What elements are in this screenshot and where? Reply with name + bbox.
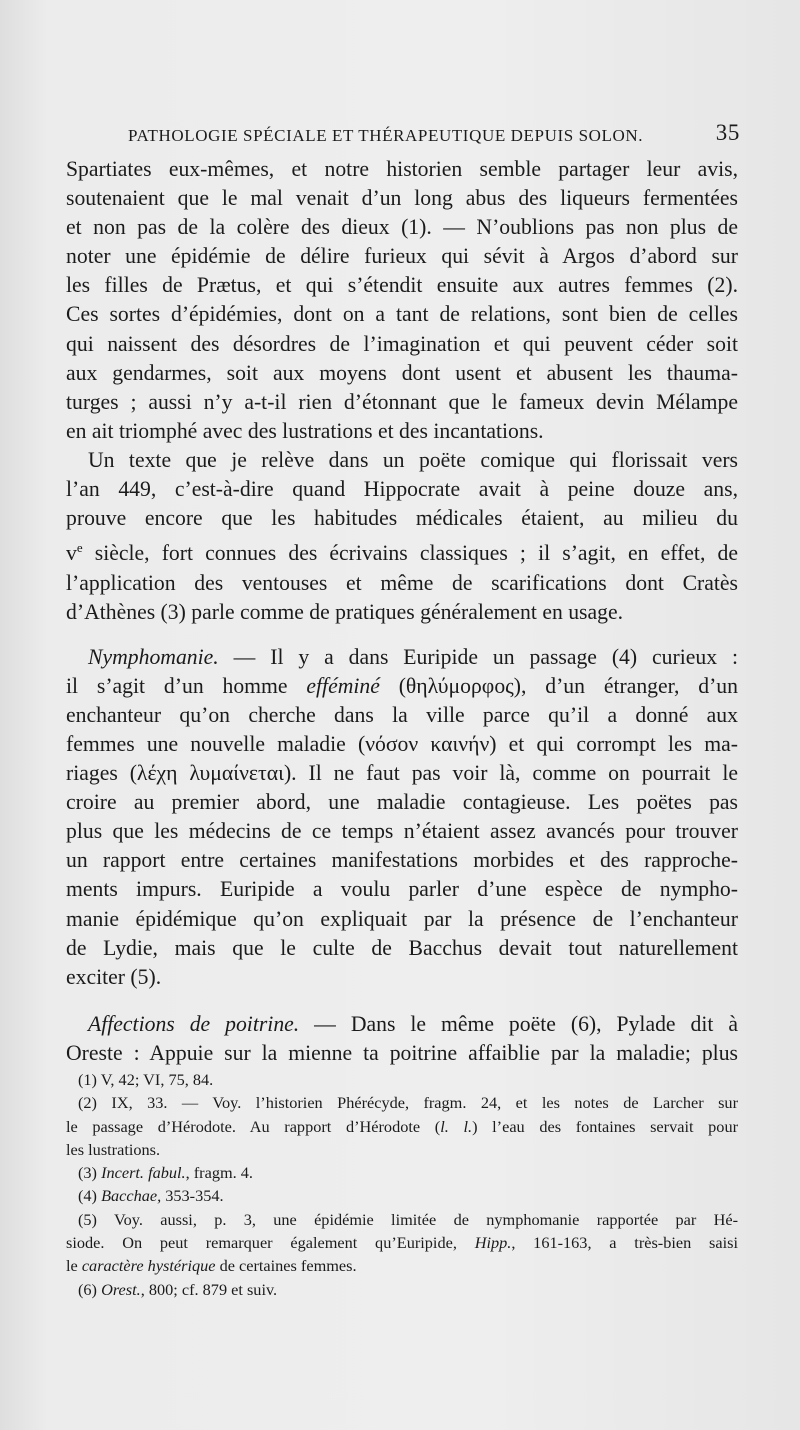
italic-term: l. l. [440,1116,473,1136]
text-fragment: , fragm. 4. [185,1163,253,1183]
text-fragment: de certaines femmes. [215,1256,357,1276]
text-line: Oreste : Appuie sur la mienne ta poitrine affaiblie par la maladie; plus [66,1040,738,1065]
text-fragment: (θηλύμορφος), d’un étranger, d’un [379,673,738,698]
text-fragment: — Il y a dans Euripide un passage (4) curieux : [218,644,738,669]
text-line: qui naissent des désordres de l’imagination et qui peuvent céder soit [66,331,738,356]
text-line: aux gendarmes, soit aux moyens dont usent et abusent les thauma- [66,360,738,385]
running-title: PATHOLOGIE SPÉCIALE ET THÉRAPEUTIQUE DEPUIS SOLON. [128,126,644,145]
italic-term: caractère hystérique [81,1256,216,1276]
text-line: et non pas de la colère des dieux (1). — N’oublions pas non plus de [66,215,738,240]
text-line: noter une épidémie de délire furieux qui sévit à Argos d’abord sur [66,244,738,269]
text-line: ments impurs. Euripide a voulu parler d’une espèce de nympho- [66,877,738,902]
italic-term: Incert. fabul. [101,1163,186,1183]
footnote-2: (2) IX, 33. — Voy. l’historien Phérécyde, fragm. 24, et les notes de Larcher sur [78,1093,738,1113]
text-fragment: 353-354. [161,1186,224,1206]
text-line: Spartiates eux-mêmes, et notre historien semble partager leur avis, [66,157,738,181]
text-fragment: siode. On peut remarquer également qu’Euripide, [66,1233,475,1253]
footnote-5-cont [66,1231,738,1254]
section-heading-affections: Affections de poitrine. [88,1011,300,1036]
text-fragment: , 800; cf. 879 et suiv. [140,1279,278,1299]
footnotes [66,1068,738,1301]
text-line: Un texte que je relève dans un poëte comique qui florissait vers [88,447,738,472]
text-fragment: (3) [78,1163,102,1183]
text-line: les filles de Prætus, et qui s’étendit ensuite aux autres femmes (2). [66,273,738,298]
footnote-1: (1) V, 42; VI, 75, 84. [78,1070,214,1089]
century-numeral: v [66,541,77,566]
italic-term: Hipp. [474,1233,512,1253]
footnote-5: (5) Voy. aussi, p. 3, une épidémie limitée de nymphomanie rapportée par Hé- [78,1209,738,1229]
section-gap [66,992,738,1010]
section-heading-nymphomanie: Nymphomanie. [88,644,219,669]
italic-term: efféminé [306,673,380,698]
century-superscript: e [76,540,83,556]
text-fragment: (6) [78,1279,102,1299]
text-line: femmes une nouvelle maladie (νόσον καινήν) et qui corrompt les ma- [66,732,738,757]
text-fragment: le passage d’Hérodote. Au rapport d’Hérodote ( [66,1116,441,1136]
text-line: un rapport entre certaines manifestations morbides et des rapproche- [66,848,738,873]
text-line: manie épidémique qu’on expliquait par la présence de l’enchanteur [66,906,738,931]
italic-term: Bacchae, [101,1186,162,1206]
text-fragment: ) l’eau des fontaines servait pour [472,1116,739,1136]
section-gap [66,627,738,643]
section-heading-line [66,643,738,672]
text-fragment: il s’agit d’un homme [66,673,307,698]
text-fragment: le [66,1256,82,1276]
section-heading-line [66,1010,738,1039]
footnote-6 [66,1278,738,1301]
page-number: 35 [715,120,740,145]
text-line: plus que les médecins de ce temps n’étaient assez avancés pour trouver [66,819,738,844]
text-line: turges ; aussi n’y a-t-il rien d’étonnant que le fameux devin Mélampe [66,389,738,414]
text-line: exciter (5). [66,964,162,989]
text-line: enchanteur qu’on cherche dans la ville parce qu’il a donné aux [66,702,738,727]
text-line: riages (λέχη λυμαίνεται). Il ne faut pas voir là, comme on pourrait le [66,761,738,786]
text-line: Ces sortes d’épidémies, dont on a tant de relations, sont bien de celles [66,302,738,327]
text-line: l’an 449, c’est-à-dire quand Hippocrate avait à peine douze ans, [66,477,738,502]
main-text [66,155,738,1068]
footnote-4 [66,1184,738,1207]
text-line [66,533,738,568]
text-line [66,672,738,701]
footnote-2-cont [66,1115,738,1138]
text-line: de Lydie, mais que le culte de Bacchus devait tout naturellement [66,935,738,960]
text-fragment: siècle, fort connues des écrivains classiques ; il s’agit, en effet, de [82,541,738,566]
text-line: l’application des ventouses et même de scarifications dont Cratès [66,570,738,595]
text-line: soutenaient que le mal venait d’un long abus des liqueurs fermentées [66,186,738,211]
text-line: croire au premier abord, une maladie contagieuse. Les poëtes pas [66,790,738,815]
text-fragment: , 161-163, a très-bien saisi [511,1233,738,1253]
text-line: d’Athènes (3) parle comme de pratiques généralement en usage. [66,599,624,624]
footnote-3 [66,1161,738,1184]
footnote-2-cont: les lustrations. [66,1139,161,1159]
italic-term: Orest. [101,1279,141,1299]
text-fragment: — Dans le même poëte (6), Pylade dit à [299,1011,738,1036]
text-fragment: (4) [78,1186,102,1206]
footnote-5-cont [66,1254,738,1277]
text-line: en ait triomphé avec des lustrations et des incantations. [66,418,544,443]
text-line: prouve encore que les habitudes médicales étaient, au milieu du [66,506,738,531]
